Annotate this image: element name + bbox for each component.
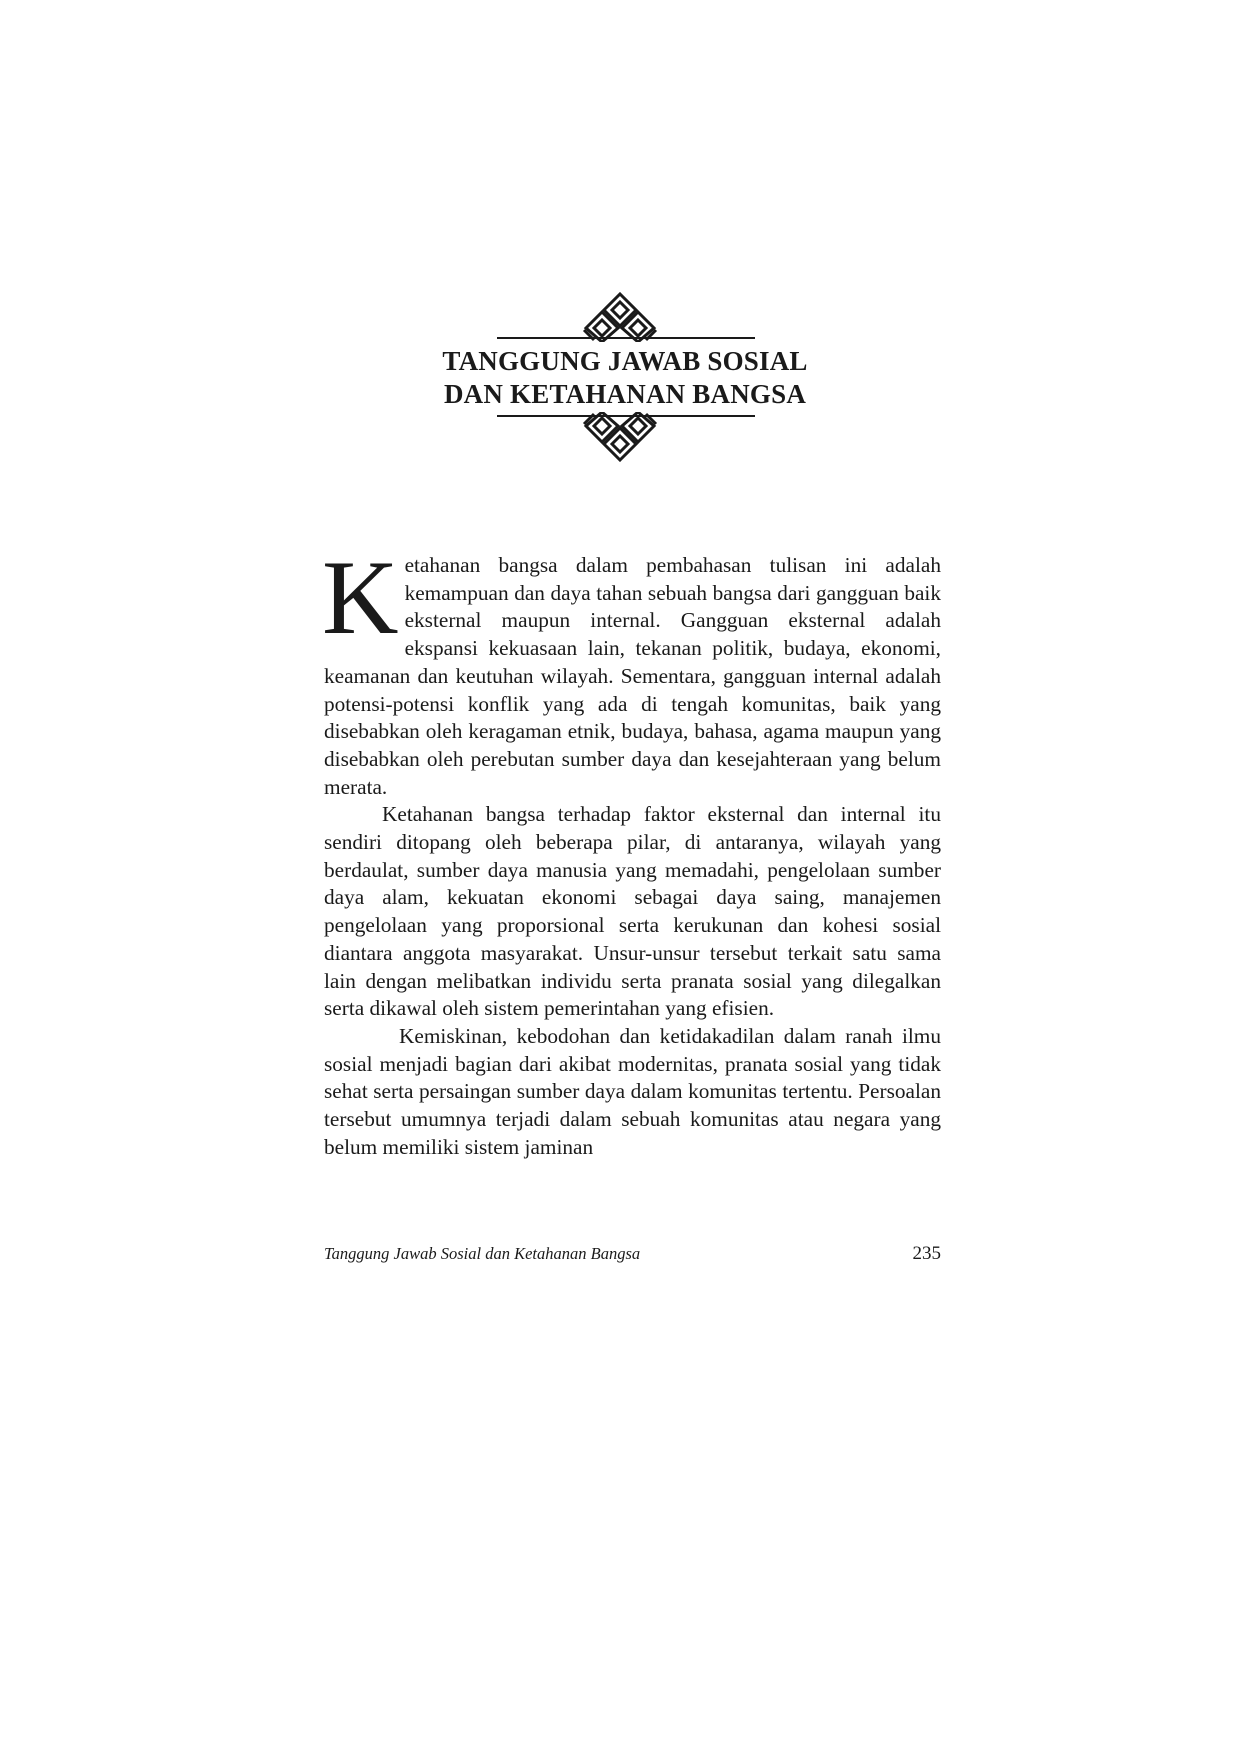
- page-footer: [324, 1243, 941, 1265]
- chapter-title-line-1: TANGGUNG JAWAB SOSIAL: [442, 346, 808, 376]
- paragraph-1: [322, 539, 941, 801]
- paragraph-1-text: etahanan bangsa dalam pembahasan tulisan ini adalah kemampuan dan daya tahan sebuah bangsa dari gangguan baik eksternal maupun internal. Gangguan eksternal adalah ekspansi kekuasaan lain, tekanan politik, budaya, ekonomi, keamanan dan keutuhan wilayah. Sementara, gangguan internal adalah potensi-potensi konflik yang ada di tengah komunitas, baik yang disebabkan oleh keragaman etnik, budaya, bahasa, agama maupun yang disebabkan oleh perebutan sumber daya dan kesejahteraan yang belum merata.: [324, 553, 941, 799]
- paragraph-3: Kemiskinan, kebodohan dan ketidakadilan dalam ranah ilmu sosial menjadi bagian dari akibat modernitas, pranata sosial yang tidak sehat serta persaingan sumber daya dalam komunitas tertentu. Persoalan tersebut umumnya terjadi dalam sebuah komunitas atau negara yang belum memiliki sistem jaminan: [324, 1023, 941, 1159]
- celtic-knot-ornament-bottom-icon: [574, 412, 666, 462]
- chapter-title-line-2: DAN KETAHANAN BANGSA: [443, 379, 807, 409]
- celtic-knot-ornament-icon: [574, 292, 666, 342]
- body-text: [322, 539, 941, 1161]
- chapter-title: [380, 345, 870, 411]
- dropcap: K: [322, 539, 399, 656]
- running-title: Tanggung Jawab Sosial dan Ketahanan Bangsa: [324, 1244, 641, 1263]
- paragraph-2: Ketahanan bangsa terhadap faktor eksternal dan internal itu sendiri ditopang oleh beberapa pilar, di antaranya, wilayah yang berdaulat, sumber daya manusia yang memadahi, pengelolaan sumber daya alam, kekuatan ekonomi sebagai daya saing, manajemen pengelolaan yang proporsional serta kerukunan dan kohesi sosial diantara anggota masyarakat. Unsur-unsur tersebut terkait satu sama lain dengan melibatkan individu serta pranata sosial yang dilegalkan serta dikawal oleh sistem pemerintahan yang efisien.: [324, 802, 941, 1021]
- title-rule-top: [497, 337, 755, 339]
- page-number: 235: [912, 1243, 941, 1264]
